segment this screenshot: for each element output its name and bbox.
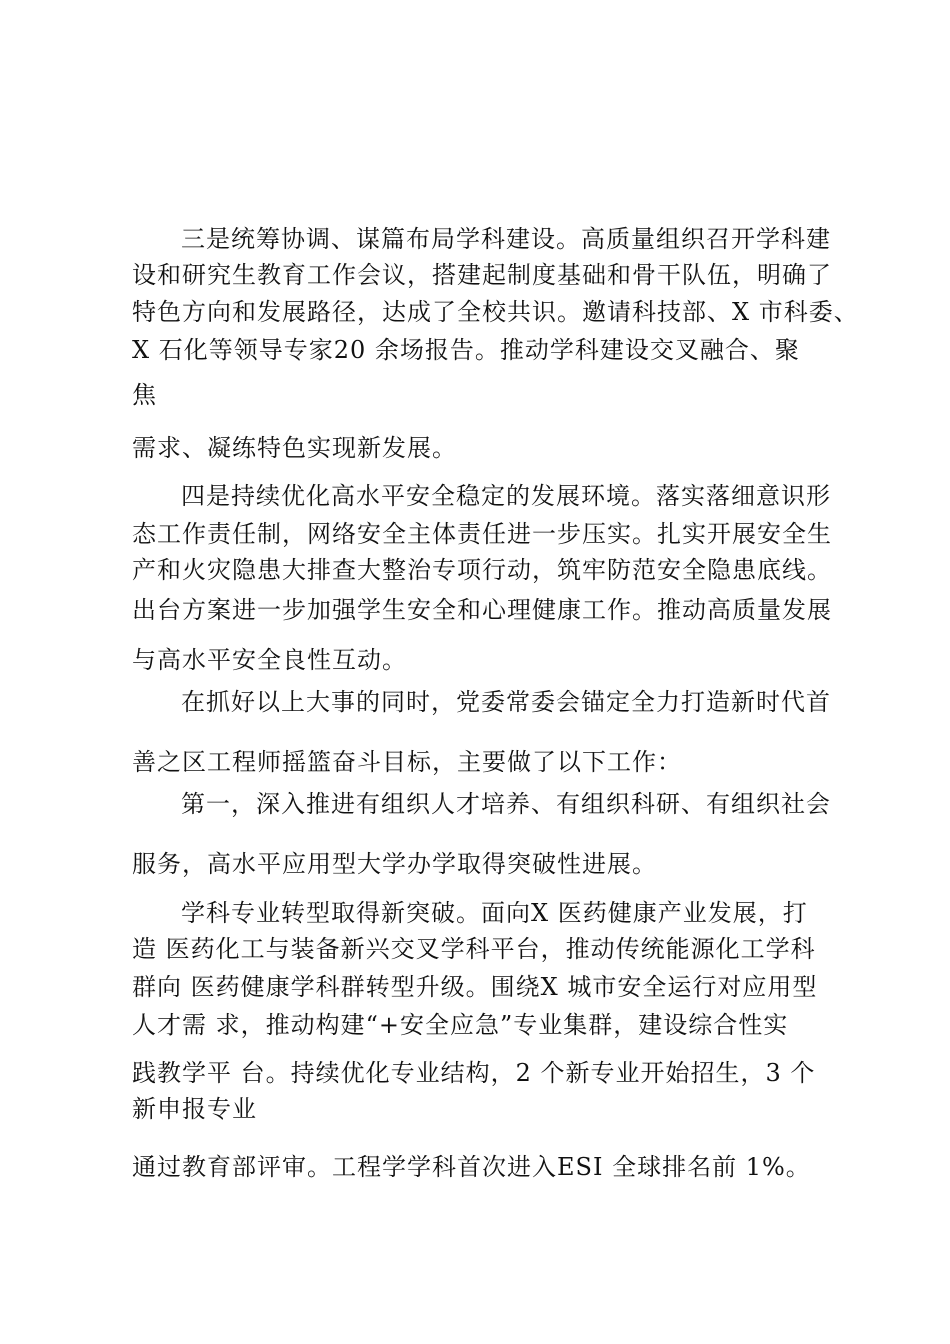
text-line: 人才需 求，推动构建“+安全应急”专业集群，建设综合性实: [132, 1011, 789, 1039]
text-line: 在抓好以上大事的同时，党委常委会锚定全力打造新时代首: [181, 688, 831, 716]
text-line: 四是持续优化高水平安全稳定的发展环境。落实落细意识形: [181, 482, 831, 510]
text-line: 焦: [132, 381, 157, 409]
text-line: 新申报专业: [132, 1095, 257, 1123]
text-line: 服务，高水平应用型大学办学取得突破性进展。: [132, 850, 657, 878]
text-line: 与高水平安全良性互动。: [132, 646, 407, 674]
text-line: 学科专业转型取得新突破。面向X 医药健康产业发展，打: [181, 899, 808, 927]
text-line: 特色方向和发展路径，达成了全校共识。邀请科技部、X 市科委、: [132, 298, 859, 326]
text-line: 造 医药化工与装备新兴交叉学科平台，推动传统能源化工学科: [132, 935, 816, 963]
text-line: 第一，深入推进有组织人才培养、有组织科研、有组织社会: [181, 790, 831, 818]
text-line: 设和研究生教育工作会议，搭建起制度基础和骨干队伍，明确了: [132, 261, 832, 289]
text-line: 群向 医药健康学科群转型升级。围绕X 城市安全运行对应用型: [132, 973, 818, 1001]
text-line: X 石化等领导专家20 余场报告。推动学科建设交叉融合、聚: [132, 336, 800, 364]
text-line: 通过教育部评审。工程学学科首次进入ESI 全球排名前 1%。: [132, 1153, 811, 1181]
text-line: 善之区工程师摇篮奋斗目标，主要做了以下工作：: [132, 748, 682, 776]
text-line: 需求、凝练特色实现新发展。: [132, 434, 457, 462]
text-line: 出台方案进一步加强学生安全和心理健康工作。推动高质量发展: [132, 596, 832, 624]
text-line: 三是统筹协调、谋篇布局学科建设。高质量组织召开学科建: [181, 225, 831, 253]
text-line: 态工作责任制，网络安全主体责任进一步压实。扎实开展安全生: [132, 520, 832, 548]
text-line: 践教学平 台。持续优化专业结构，2 个新专业开始招生，3 个: [132, 1059, 816, 1087]
text-line: 产和火灾隐患大排查大整治专项行动，筑牢防范安全隐患底线。: [132, 556, 832, 584]
